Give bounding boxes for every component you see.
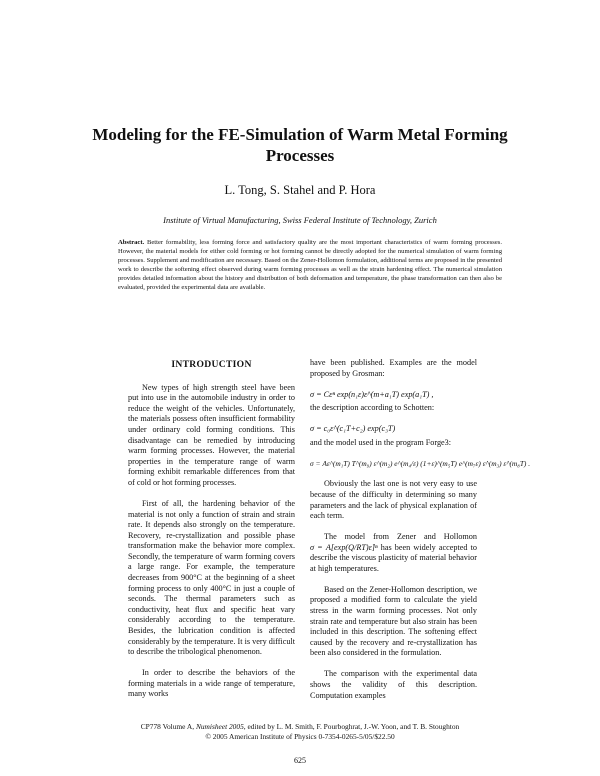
zener-hollomon-rest: has been widely accepted to describe the viscous plasticity of material behavior at high temperatures. bbox=[310, 542, 477, 573]
left-column bbox=[128, 360, 295, 710]
abstract bbox=[118, 238, 502, 293]
right-column bbox=[310, 358, 531, 712]
footer-volume: CP778 Volume A, bbox=[140, 722, 195, 731]
equation-schotten: σ = c₀ε̇^(c₁T+c₂) exp(c₃T) bbox=[310, 424, 396, 434]
right-paragraph-1: have been published. Examples are the model proposed by Grosman: bbox=[310, 358, 477, 378]
zener-hollomon-intro: The model from Zener and Hollomon bbox=[324, 532, 477, 542]
footer bbox=[40, 722, 560, 742]
title-line-2: Processes bbox=[265, 146, 335, 165]
equation-zener-hollomon: σ = A[exp(Q/RT)ε̇]ⁿ bbox=[310, 542, 378, 552]
intro-paragraph-1: New types of high strength steel have been put into use in the automobile industry in order to reduce the weight of the vehicles. Unfortunately, the materials possess often insufficient formability under ordinary cold forming conditions. This disadvantage can be remedied by introducing warm forming processes. However, the material properties in the temperature range of warm forming exhibit remarkable differences from that of cold or hot forming processes. bbox=[128, 382, 295, 487]
right-paragraph-2: the description according to Schotten: bbox=[310, 403, 435, 413]
footer-journal: Numisheet 2005 bbox=[195, 722, 244, 731]
abstract-label: Abstract. bbox=[118, 239, 145, 246]
right-paragraph-7: The comparison with the experimental data shows the validity of this description. Computation examples bbox=[310, 669, 477, 700]
right-paragraph-4: Obviously the last one is not very easy to use because of the difficulty in determining so many parameters and the lack of physical explanation of each term. bbox=[310, 479, 477, 521]
intro-paragraph-2: First of all, the hardening behavior of the material is not only a function of strain and strain rate. It depends also strongly on the temperature. Recovery, re-crystallization and possible phase transformation make the behavior more complex. Secondly, the temperature of warm forming covers a large range. For example, the temperature decreases from 900°C at the beginning of a sheet forming process to only 400°C in just a couple of seconds. The thermal parameters such as conductivity, heat flux and specific heat vary considerably according to the temperature. Besides, the lubrication condition is affected considerably by the temperature. It is very difficult to describe the tribological phenomenon. bbox=[128, 498, 295, 657]
footer-editors: , edited by L. M. Smith, F. Pourboghrat, J.-W. Yoon, and T. B. Stoughton bbox=[243, 722, 460, 731]
section-heading-introduction: INTRODUCTION bbox=[171, 359, 252, 370]
right-paragraph-5 bbox=[310, 532, 477, 574]
right-paragraph-3: and the model used in the program Forge3: bbox=[310, 437, 452, 447]
abstract-text: Better formability, less forming force and satisfactory quality are the most important characteristics of warm forming processes. However, the material models for either cold forming or hot forming cannot be directly adopted for the numerical simulation of warm forming processes. Supplement and modification are necessary. Based on the Zener-Hollomon formulation, additional terms are proposed in the presented work to describe the softening effect observed during warm forming processes as well as the strain hardening effect. The numerical simulation provides detailed information about the history and distribution of both deformation and temperature, the phase transformation can then also be evaluated, provided the experimental data are available. bbox=[118, 239, 502, 292]
authors: L. Tong, S. Stahel and P. Hora bbox=[224, 183, 376, 197]
footer-copyright: © 2005 American Institute of Physics 0-7354-0265-5/05/$22.50 bbox=[205, 732, 395, 742]
equation-grosman: σ = Cεⁿ exp(n₁ε)ε̇^(m+a₁T) exp(a₁T) , bbox=[310, 389, 434, 399]
footer-citation bbox=[40, 722, 560, 732]
title-line-1: Modeling for the FE-Simulation of Warm Metal Forming bbox=[92, 125, 508, 144]
paper-title bbox=[40, 124, 560, 166]
affiliation: Institute of Virtual Manufacturing, Swiss Federal Institute of Technology, Zurich bbox=[163, 215, 437, 225]
page-number: 625 bbox=[294, 756, 306, 765]
equation-forge3: σ = Aε^(m₁T) T^(m₉) ε^(m₂) e^(m₄/ε) (1+ε)^(m₅T) e^(m₇ε) ε̇^(m₃) ε̇^(m₈T) . bbox=[310, 458, 531, 468]
intro-paragraph-3: In order to describe the behaviors of the forming materials in a wide range of temperature, many works bbox=[128, 668, 295, 699]
right-paragraph-6: Based on the Zener-Hollomon description, we proposed a modified form to calculate the yield stress in the warm forming processes. Not only strain rate and temperature but also strain has been included in this description. The softening effect caused by the recovery and re-crystallization has been also considered in the formulation. bbox=[310, 584, 477, 658]
